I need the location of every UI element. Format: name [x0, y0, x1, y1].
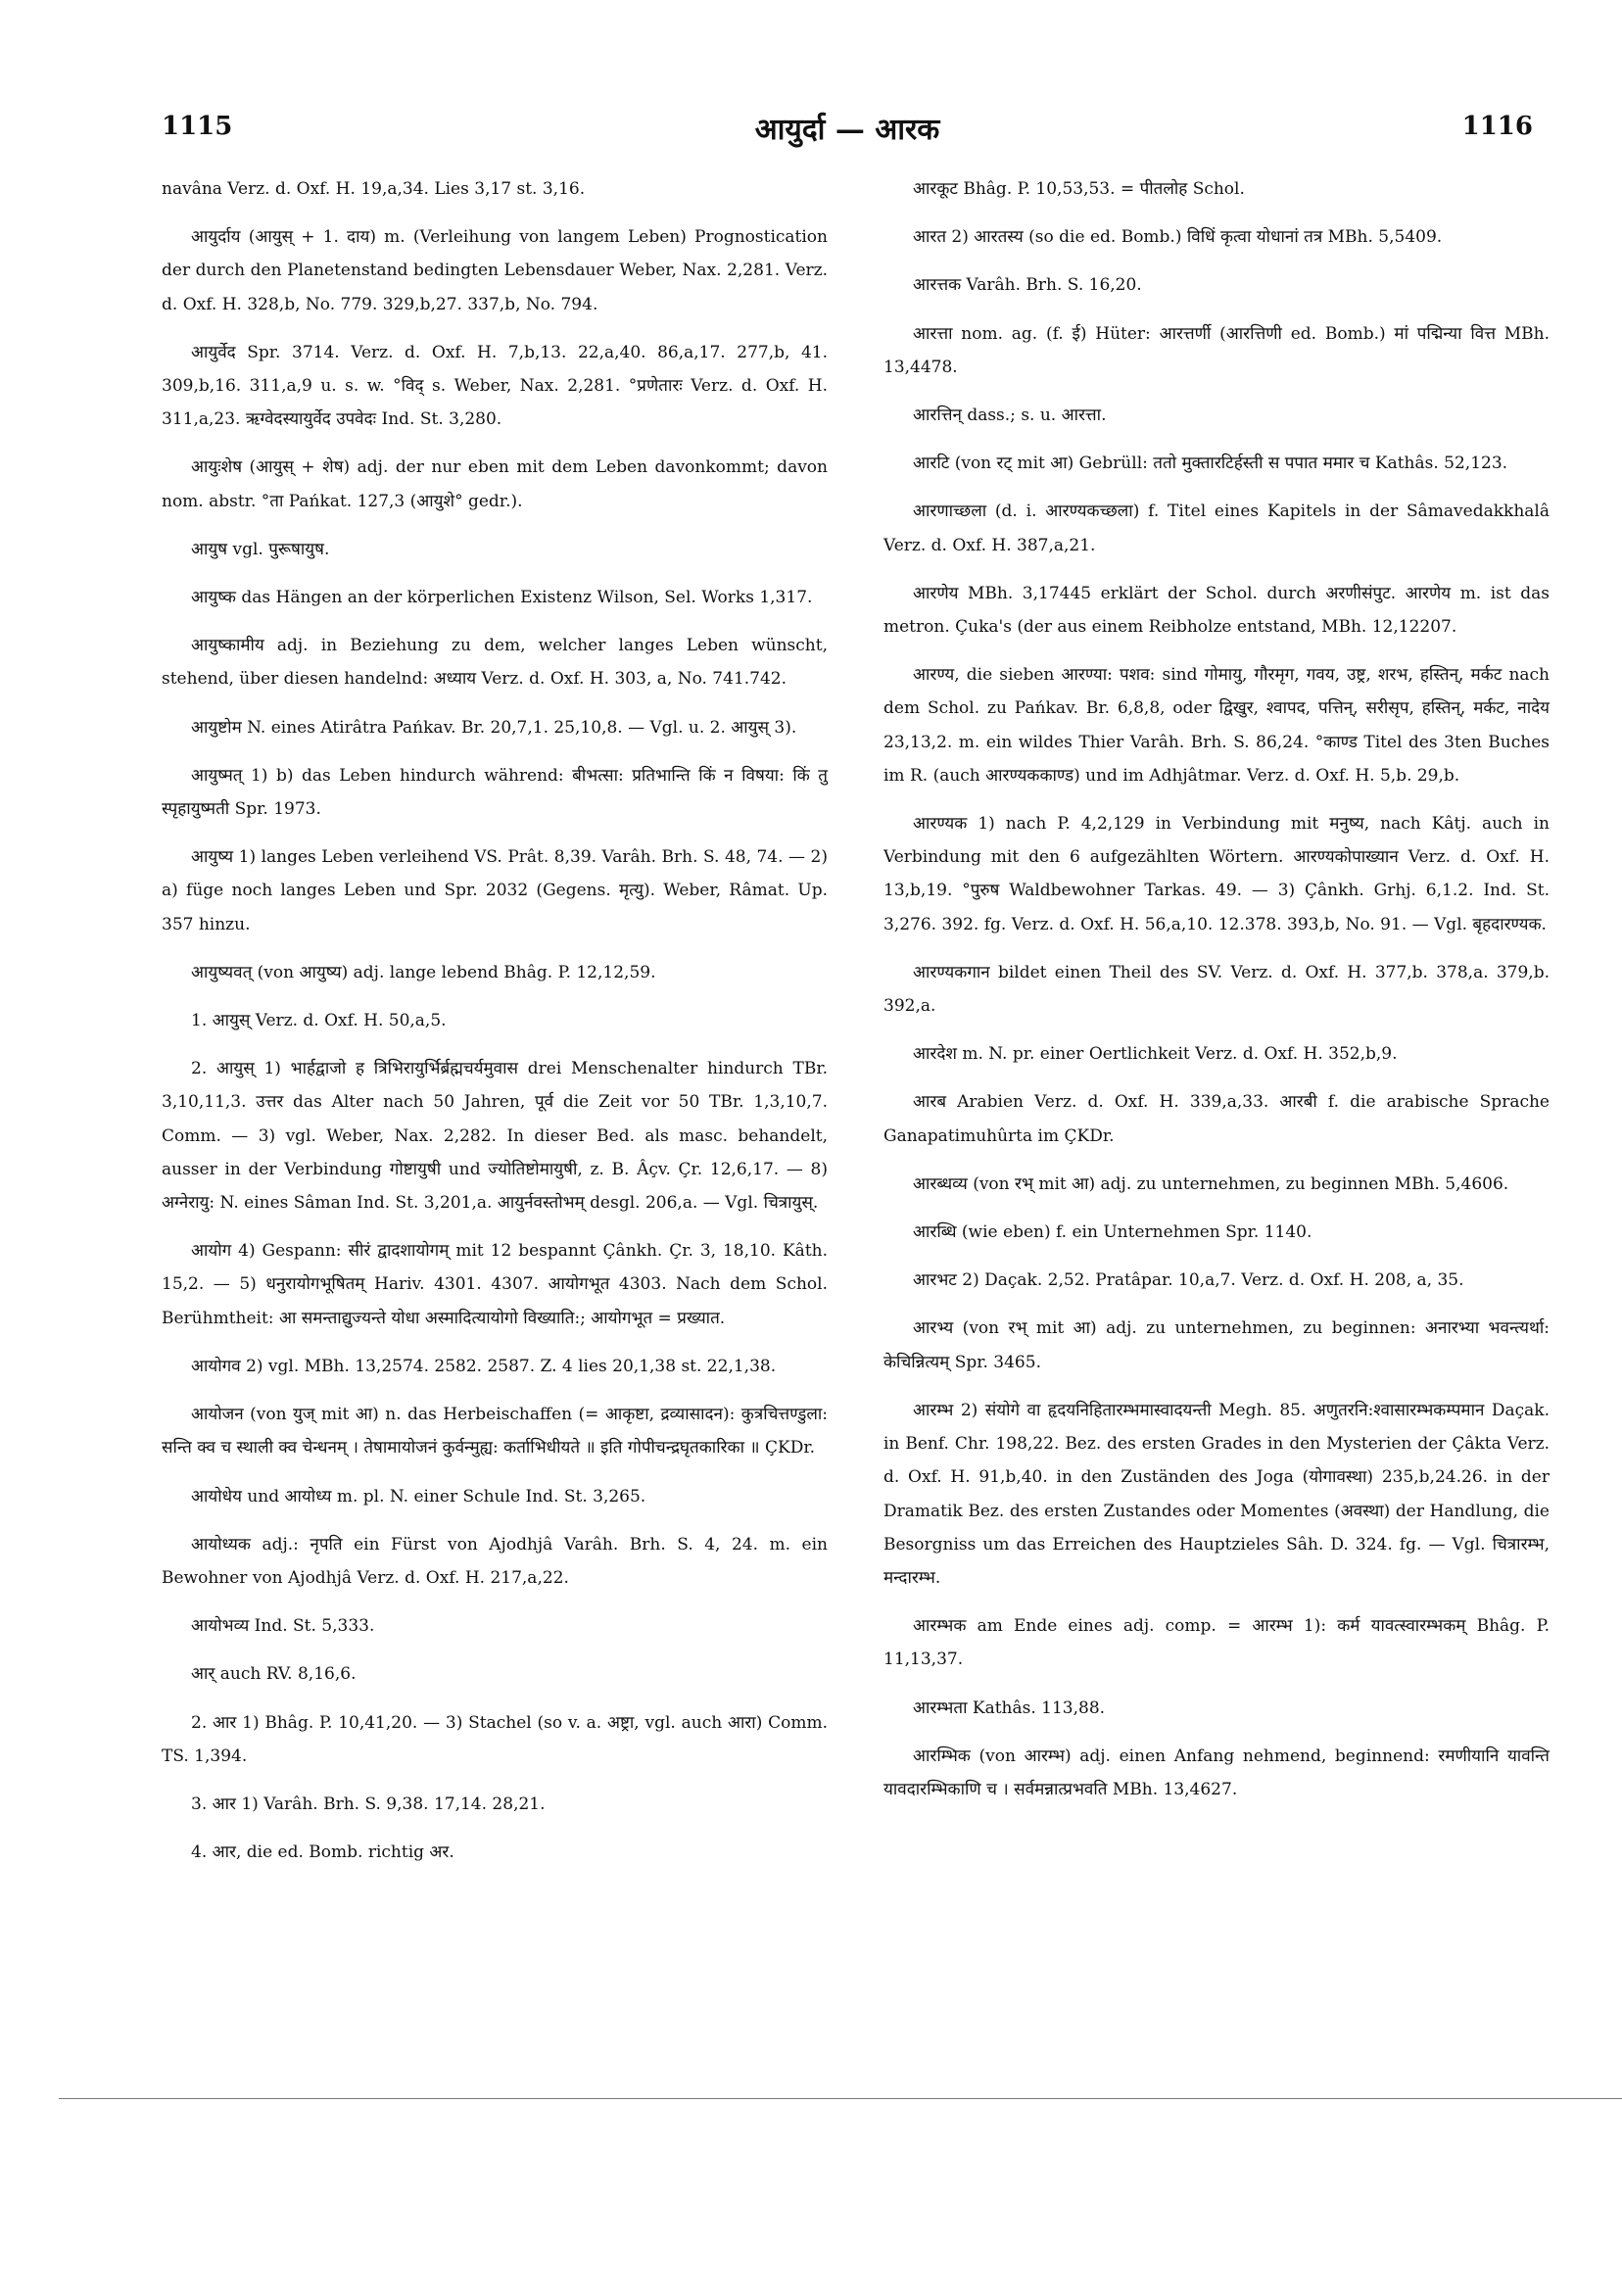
dictionary-entry: आयोधेय und आयोध्य m. pl. N. einer Schule Ind. St. 3,265. — [191, 1486, 646, 1507]
left-column — [162, 172, 828, 1884]
dictionary-entry: आरभट 2) Daçak. 2,52. Pratâpar. 10,a,7. Verz. d. Oxf. H. 208, a, 35. — [913, 1270, 1464, 1291]
dictionary-entry: आयोगव 2) vgl. MBh. 13,2574. 2582. 2587. Z. 4 lies 20,1,38 st. 22,1,38. — [191, 1356, 777, 1376]
dictionary-entry: आरब्धि (wie eben) f. ein Unternehmen Spr. 1140. — [913, 1222, 1312, 1243]
dictionary-entry: आरब Arabien Verz. d. Oxf. H. 339,a,33. आरबी f. die arabische Sprache Ganapatimuhûrta im ÇKDr. — [883, 1092, 1550, 1146]
dictionary-entry: आरत्तक Varâh. Brh. S. 16,20. — [913, 275, 1142, 296]
dictionary-entry: आरभ्य (von रभ् mit आ) adj. zu unternehmen, zu beginnen: अनारभ्या भवन्त्यर्था: केचिन्नित्यम् Spr. 3465. — [883, 1318, 1550, 1372]
dictionary-entry: आर् auch RV. 8,16,6. — [191, 1664, 357, 1685]
dictionary-entry: आरण्यक 1) nach P. 4,2,129 in Verbindung mit मनुष्य, nach Kâtj. auch in Verbindung mit den 6 aufgezählten Wörtern. आरण्यकोपाख्यान Verz. d. Oxf. H. 13,b,19. °पुरुष Waldbewohner Tarkas. 49. — 3) Çânkh. Grhj. 6,1.2. Ind. St. 3,276. 392. fg. Verz. d. Oxf. H. 56,a,10. 12.378. 393,b, No. 91. — Vgl. बृहदारण्यक. — [883, 814, 1550, 934]
dictionary-entry: आयुष्क das Hängen an der körperlichen Existenz Wilson, Sel. Works 1,317. — [191, 588, 813, 608]
dictionary-entry: आरण्य, die sieben आरण्या: पशव: sind गोमायु, गौरमृग, गवय, उष्ट्र, शरभ, हस्तिन्, मर्कट nach dem Schol. zu Pańkav. Br. 6,8,8, oder द्विखुर, श्वापद, पत्तिन्, सरीसृप, हस्तिन्, मर्कट, नादेय 23,13,2. m. ein wildes Thier Varâh. Brh. S. 86,24. °काण्ड Titel des 3ten Buches im R. (auch आरण्यककाण्ड) und im Adhjâtmar. Verz. d. Oxf. H. 5,b. 29,b. — [883, 665, 1550, 786]
dictionary-entry: आयुष्टोम N. eines Atirâtra Pańkav. Br. 20,7,1. 25,10,8. — Vgl. u. 2. आयुस् 3). — [191, 717, 797, 738]
dictionary-entry: आरम्भिक (von आरम्भ) adj. einen Anfang nehmend, beginnend: रमणीयानि यावन्ति यावदारम्भिकाणि च । सर्वमन्नात्प्रभवति MBh. 13,4627. — [883, 1746, 1550, 1799]
dictionary-entry: आरत्ता nom. ag. (f. ई) Hüter: आरत्तर्णी (आरत्तिणी ed. Bomb.) मां पद्मिन्या वित्त MBh. 13,4478. — [883, 323, 1550, 377]
dictionary-entry: आरम्भता Kathâs. 113,88. — [913, 1698, 1106, 1718]
dictionary-entry: आयुष्य 1) langes Leben verleihend VS. Prât. 8,39. Varâh. Brh. S. 48, 74. — 2) a) füge noch langes Leben und Spr. 2032 (Gegens. मृत्यु). Weber, Râmat. Up. 357 hinzu. — [162, 847, 828, 934]
dictionary-entry: आरम्भक am Ende eines adj. comp. = आरम्भ 1): कर्म यावत्स्वारम्भकम् Bhâg. P. 11,13,37. — [883, 1616, 1550, 1670]
dictionary-entry: 2. आयुस् 1) भार्हद्वाजो ह त्रिभिरायुर्भिर्ब्रह्मचर्यमुवास drei Menschenalter hindurch TBr. 3,10,11,3. उत्तर das Alter nach 50 Jahren, पूर्व die Zeit vor 50 TBr. 1,3,10,7. Comm. — 3) vgl. Weber, Nax. 2,282. In dieser Bed. als masc. behandelt, ausser in der Verbindung गोष्टायुषी und ज्योतिष्टोमायुषी, z. B. Âçv. Çr. 12,6,17. — 8) अग्नेरायु: N. eines Sâman Ind. St. 3,201,a. आयुर्नवस्तोभम् desgl. 206,a. — Vgl. चित्रायुस्. — [162, 1059, 828, 1214]
right-column — [883, 172, 1550, 1821]
dictionary-entry: आयोग 4) Gespann: सीरं द्वादशायोगम् mit 12 bespannt Çânkh. Çr. 3, 18,10. Kâth. 15,2. — 5) धनुरायोगभूषितम् Hariv. 4301. 4307. आयोगभूत 4303. Nach dem Schol. Berühmtheit: आ समन्ताद्युज्यन्ते योधा अस्मादित्यायोगो विख्याति:; आयोगभूत = प्रख्यात. — [162, 1241, 828, 1328]
dictionary-entry: आरटि (von रट् mit आ) Gebrüll: ततो मुक्तारटिर्हस्ती स पपात ममार च Kathâs. 52,123. — [913, 454, 1508, 474]
dictionary-entry: आरण्यकगान bildet einen Theil des SV. Verz. d. Oxf. H. 377,b. 378,a. 379,b. 392,a. — [883, 962, 1550, 1017]
dictionary-entry: 3. आर 1) Varâh. Brh. S. 9,38. 17,14. 28,21. — [191, 1794, 546, 1814]
page-number-left: 1115 — [162, 112, 233, 141]
footer-rule — [59, 2098, 1622, 2099]
page-number-right: 1116 — [1461, 112, 1533, 141]
dictionary-entry: आयुर्वेद Spr. 3714. Verz. d. Oxf. H. 7,b,13. 22,a,40. 86,a,17. 277,b, 41. 309,b,16. 311,a,9 u. s. w. °विद् s. Weber, Nax. 2,281. °प्रणेतारः Verz. d. Oxf. H. 311,a,23. ऋग्वेदस्यायुर्वेद उपवेदः Ind. St. 3,280. — [162, 342, 828, 430]
dictionary-entry: navâna Verz. d. Oxf. H. 19,a,34. Lies 3,17 st. 3,16. — [162, 179, 586, 199]
dictionary-entry: आयोजन (von युज् mit आ) n. das Herbeischaffen (= आकृष्टा, द्रव्यासादन): कुत्रचित्तण्डुला: सन्ति क्व च स्थाली क्व चेन्धनम् । तेषामायोजनं कुर्वन्मुह्य: कर्ताभिधीयते ॥ इति गोपीचन्द्रघृतकारिका ॥ ÇKDr. — [162, 1405, 828, 1459]
dictionary-entry: आयुःशेष (आयुस् + शेष) adj. der nur eben mit dem Leben davonkommt; davon nom. abstr. °ता Pańkat. 127,3 (आयुशे° gedr.). — [162, 457, 828, 511]
dictionary-entry: आरब्धव्य (von रभ् mit आ) adj. zu unternehmen, zu beginnen MBh. 5,4606. — [913, 1173, 1509, 1194]
dictionary-entry: आयुष vgl. पुरूषायुष. — [191, 539, 330, 559]
dictionary-entry: आरणाच्छला (d. i. आरण्यकच्छला) f. Titel eines Kapitels in der Sâmavedakkhalâ Verz. d. Oxf. H. 387,a,21. — [883, 502, 1550, 555]
dictionary-entry: आयुष्यवत् (von आयुष्य) adj. lange lebend Bhâg. P. 12,12,59. — [191, 962, 656, 982]
dictionary-entry: आयोध्यक adj.: नृपति ein Fürst von Ajodhjâ Varâh. Brh. S. 4, 24. m. ein Bewohner von Ajodhjâ Verz. d. Oxf. H. 217,a,22. — [162, 1534, 828, 1588]
dictionary-entry: आरणेय MBh. 3,17445 erklärt der Schol. durch अरणीसंपुट. आरणेय m. ist das metron. Çuka's (der aus einem Reibholze entstand, MBh. 12,12207. — [883, 583, 1550, 638]
dictionary-entry: आरदेश m. N. pr. einer Oertlichkeit Verz. d. Oxf. H. 352,b,9. — [913, 1044, 1398, 1065]
dictionary-entry: आयोभव्य Ind. St. 5,333. — [191, 1616, 375, 1637]
dictionary-entry: 2. आर 1) Bhâg. P. 10,41,20. — 3) Stachel (so v. a. अष्ट्रा, vgl. auch आरा) Comm. TS. 1,394. — [162, 1712, 828, 1766]
dictionary-entry: आयुर्दाय (आयुस् + 1. दाय) m. (Verleihung von langem Leben) Prognostication der durch den Planetenstand bedingten Lebensdauer Weber, Nax. 2,281. Verz. d. Oxf. H. 328,b, No. 779. 329,b,27. 337,b, No. 794. — [162, 227, 828, 314]
dictionary-entry: आयुष्मत् 1) b) das Leben hindurch während: बीभत्सा: प्रतिभान्ति किं न विषया: किं तु स्पृहायुष्मती Spr. 1973. — [162, 765, 828, 820]
dictionary-entry: 4. आर, die ed. Bomb. richtig अर. — [191, 1842, 454, 1863]
dictionary-entry: आरम्भ 2) संयोगे वा हृदयनिहितारम्भमास्वादयन्ती Megh. 85. अणुतरनि:श्वासारम्भकम्पमान Daçak. in Benf. Chr. 198,22. Bez. des ersten Grades in den Mysterien der Çâkta Verz. d. Oxf. H. 91,b,40. in den Zuständen des Joga (योगावस्था) 235,b,24.26. in der Dramatik Bez. des ersten Zustandes oder Momentes (अवस्था) der Handlung, die Besorgniss um das Erreichen des Hauptzieles Sâh. D. 324. fg. — Vgl. चित्रारम्भ, मन्दारम्भ. — [883, 1400, 1550, 1588]
dictionary-entry: आरत 2) आरतस्य (so die ed. Bomb.) विधिं कृत्वा योधानां तत्र MBh. 5,5409. — [913, 227, 1443, 248]
dictionary-entry: आरत्तिन् dass.; s. u. आरत्ता. — [913, 406, 1107, 426]
dictionary-entry: 1. आयुस् Verz. d. Oxf. H. 50,a,5. — [191, 1011, 447, 1031]
running-head: आयुर्दा — आरक — [754, 113, 940, 147]
dictionary-entry: आयुष्कामीय adj. in Beziehung zu dem, welcher langes Leben wünscht, stehend, über diesen handelnd: अध्याय Verz. d. Oxf. H. 303, a, No. 741.742. — [162, 636, 828, 690]
dictionary-entry: आरकूट Bhâg. P. 10,53,53. = पीतलोह Schol. — [913, 179, 1245, 199]
page-header — [162, 106, 1533, 155]
